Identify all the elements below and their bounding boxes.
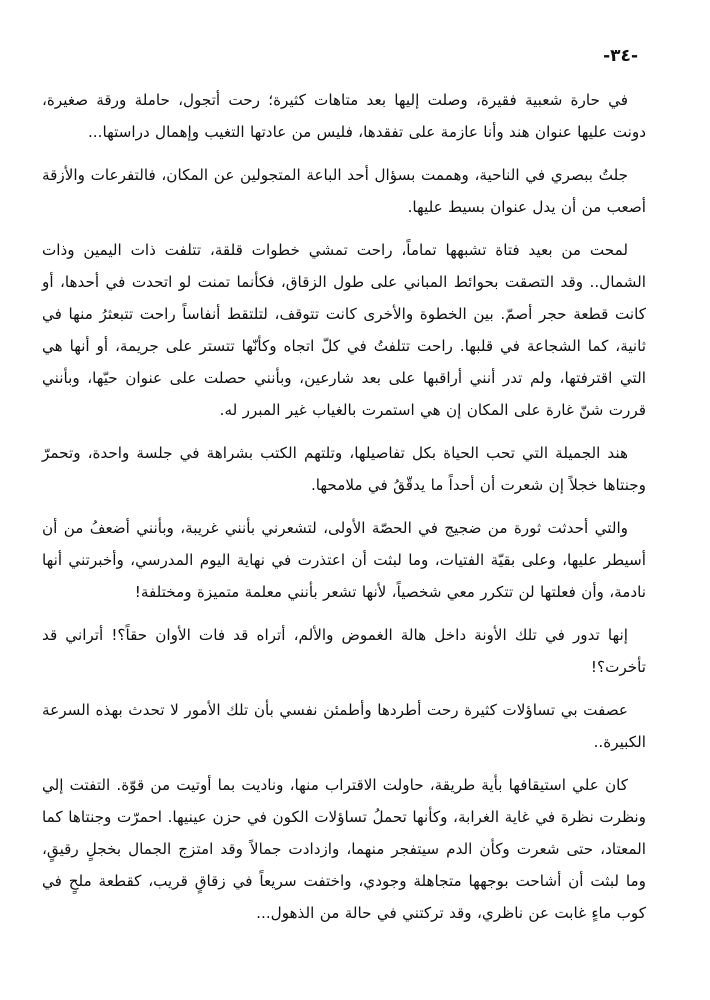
paragraph: إنها تدور في تلك الأونة داخل هالة الغموض والألم، أتراه قد فات الأوان حقاً؟! أتراني قد تأخرت؟! xyxy=(42,626,646,676)
paragraph: كان علي استيقافها بأية طريقة، حاولت الاقتراب منها، وناديت بما أوتيت من قوّة. التفتت إلي ونظرت نظرة في غاية الغرابة، وكأنها تحملُ تساؤلات الكون في حزن عينيها. احمرّت وجنتاها كما المعتاد، حتى شعرت وكأن الدم سيتفجر منهما، وازدادت جمالاً وقد امتزج الجمال بخجلٍ رقيقٍ، وما لبثت أن أشاحت بوجهها متجاهلة وجودي، واختفت سريعاً في زقاقٍ قريب، كقطعة ملحٍ في كوب ماءٍ غابت عن ناظري، وقد تركتني في حالة من الذهول... xyxy=(42,776,646,922)
paragraph: في حارة شعبية فقيرة، وصلت إليها بعد متاهات كثيرة؛ رحت أتجول، حاملة ورقة صغيرة، دونت عليها عنوان هند وأنا عازمة على تفقدها، فليس من عادتها التغيب وإهمال دراستها... xyxy=(42,91,646,141)
paragraph: جلتُ ببصري في الناحية، وهممت بسؤال أحد الباعة المتجولين عن المكان، فالتفرعات والأزقة أصعب من أن يدل عنوان بسيط عليها. xyxy=(42,166,646,216)
paragraph: لمحت من بعيد فتاة تشبهها تماماً، راحت تمشي خطوات قلقة، تتلفت ذات اليمين وذات الشمال.. وقد التصقت بحوائط المباني على طول الزقاق، فكأنما تمنت لو اتحدت في أحدها، أو كانت قطعة حجر أصمّ. بين الخطوة والأخرى كانت تتوقف، لتلتقط أنفاساً راحت تتبعثرُ منها في ثانية، كما الشجاعة في قلبها. راحت تتلفتُ في كلّ اتجاه وكأنّها تتستر على جريمة، أو أنها هي التي اقترفتها، ولم تدر أنني أراقبها على بعد شارعين، وبأنني حصلت على عنوان حيّها، وبأنني قررت شنّ غارة على المكان إن هي استمرت بالغياب غير المبرر له. xyxy=(42,241,646,419)
paragraph: عصفت بي تساؤلات كثيرة رحت أطردها وأطمئن نفسي بأن تلك الأمور لا تحدث بهذه السرعة الكبيرة.. xyxy=(42,701,646,751)
page-number: -٣٤- xyxy=(603,46,638,66)
paragraph: هند الجميلة التي تحب الحياة بكل تفاصيلها، وتلتهم الكتب بشراهة في جلسة واحدة، وتحمرّ وجنتاها خجلاً إن شعرت أن أحداً ما يدقّقُ في ملامحها. xyxy=(42,444,646,494)
body-text xyxy=(42,84,646,940)
paragraph: والتي أحدثت ثورة من ضجيج في الحصّة الأولى، لتشعرني بأنني غريبة، وبأنني أضعفُ من أن أسيطر عليها، وعلى بقيّة الفتيات، وما لبثت أن اعتذرت في نهاية اليوم المدرسي، وأخبرتني أنها نادمة، وأن فعلتها لن تتكرر معي شخصياً، لأنها تشعر بأنني معلمة متميزة ومختلفة! xyxy=(42,519,646,601)
